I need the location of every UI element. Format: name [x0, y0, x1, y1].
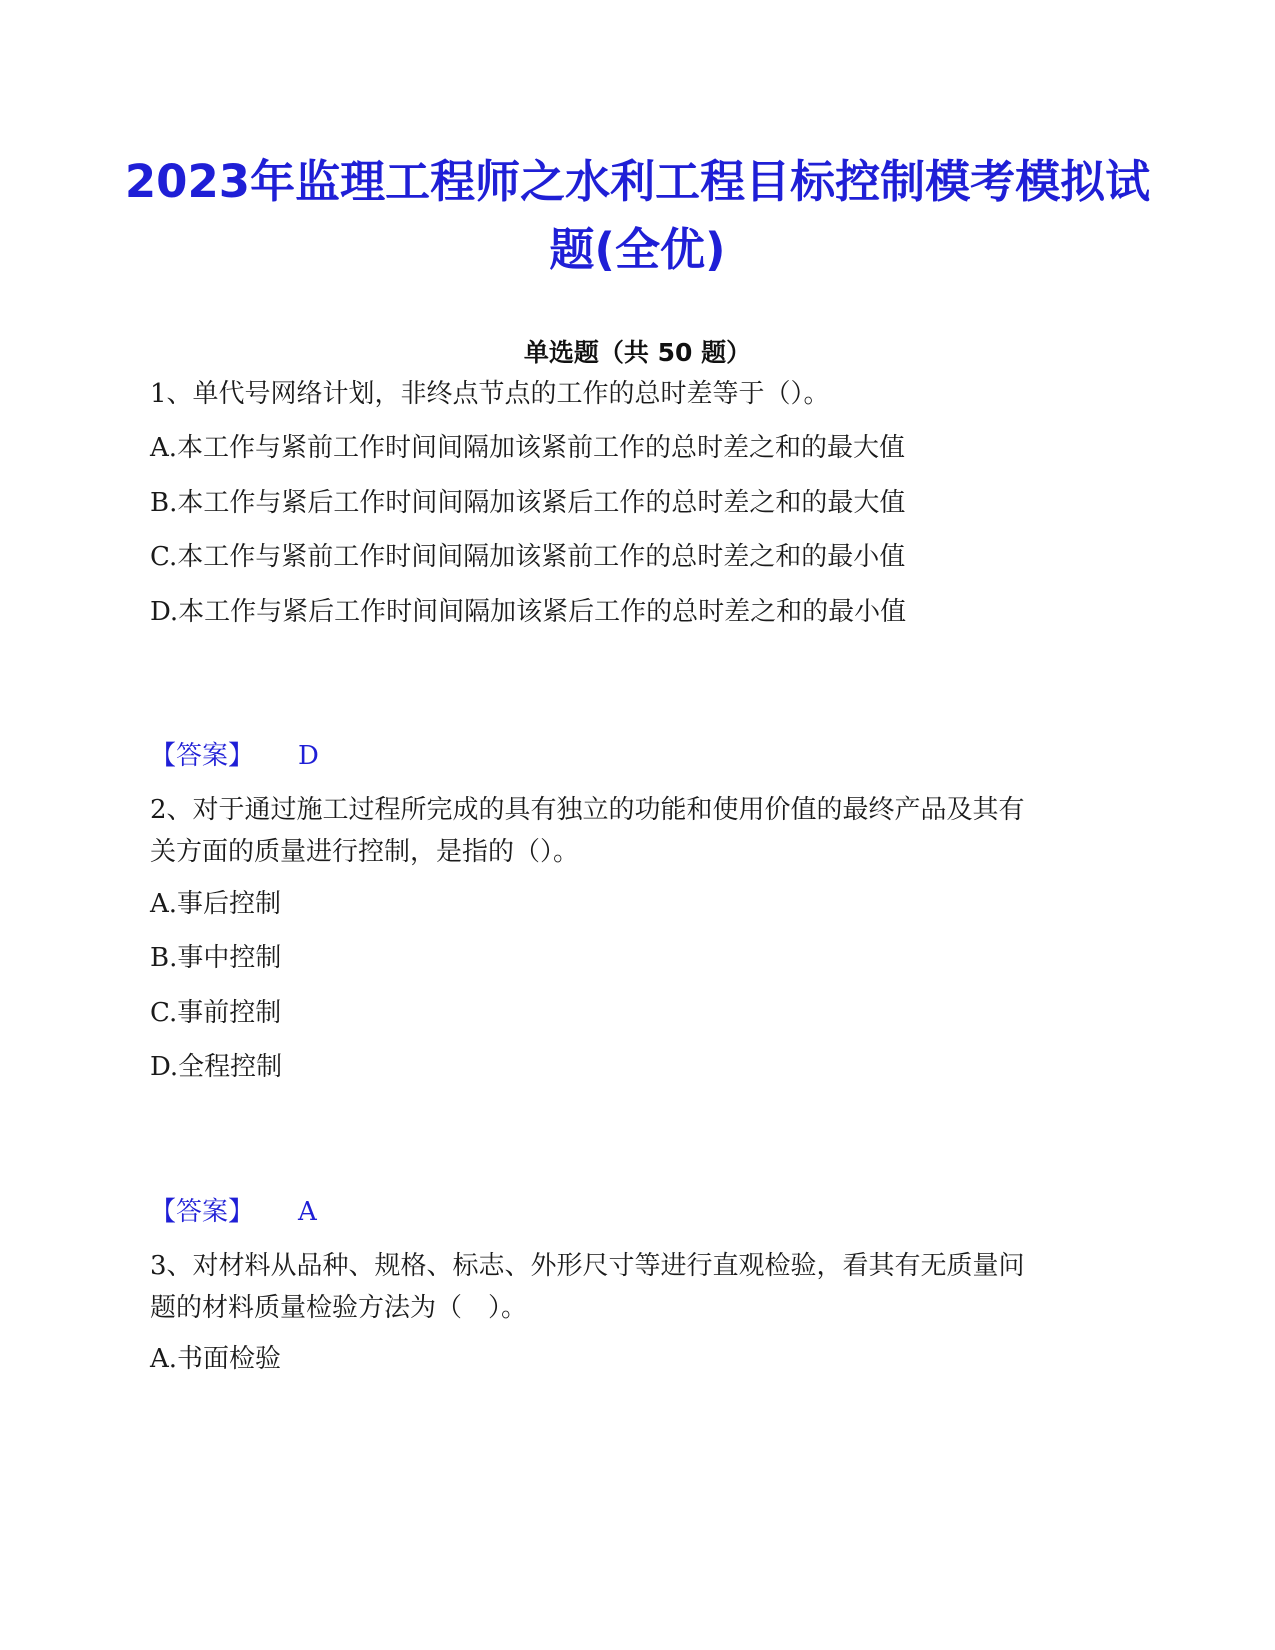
document-title: 2023年监理工程师之水利工程目标控制模考模拟试题(全优) — [124, 155, 1151, 276]
question-1-stem: 1、单代号网络计划，非终点节点的工作的总时差等于（）。 — [150, 379, 830, 409]
question-1-option-c: C.本工作与紧前工作时间间隔加该紧前工作的总时差之和的最小值 — [150, 542, 906, 572]
section-title: 单选题（共 50 题） — [523, 338, 752, 367]
answer-label: 【答案】 — [150, 1197, 255, 1227]
question-3-stem: 3、对材料从品种、规格、标志、外形尺寸等进行直观检验，看其有无质量问题的材料质量检验方法为（ ）。 — [150, 1251, 1025, 1323]
answer-label: 【答案】 — [150, 741, 255, 771]
question-2-answer — [150, 1192, 317, 1232]
question-1-answer — [150, 736, 319, 776]
question-1-option-b: B.本工作与紧后工作时间间隔加该紧后工作的总时差之和的最大值 — [150, 488, 906, 518]
question-2-option-a: A.事后控制 — [150, 889, 282, 919]
answer-value: D — [298, 741, 319, 771]
question-2-option-c: C.事前控制 — [150, 998, 282, 1028]
question-2-option-b: B.事中控制 — [150, 943, 282, 973]
answer-value: A — [298, 1197, 317, 1227]
question-3-option-a: A.书面检验 — [150, 1344, 282, 1374]
question-2-option-d: D.全程控制 — [150, 1052, 283, 1082]
question-1-option-d: D.本工作与紧后工作时间间隔加该紧后工作的总时差之和的最小值 — [150, 597, 907, 627]
question-1-option-a: A.本工作与紧前工作时间间隔加该紧前工作的总时差之和的最大值 — [150, 433, 906, 463]
question-2-stem: 2、对于通过施工过程所完成的具有独立的功能和使用价值的最终产品及其有关方面的质量进行控制，是指的（）。 — [150, 795, 1025, 867]
